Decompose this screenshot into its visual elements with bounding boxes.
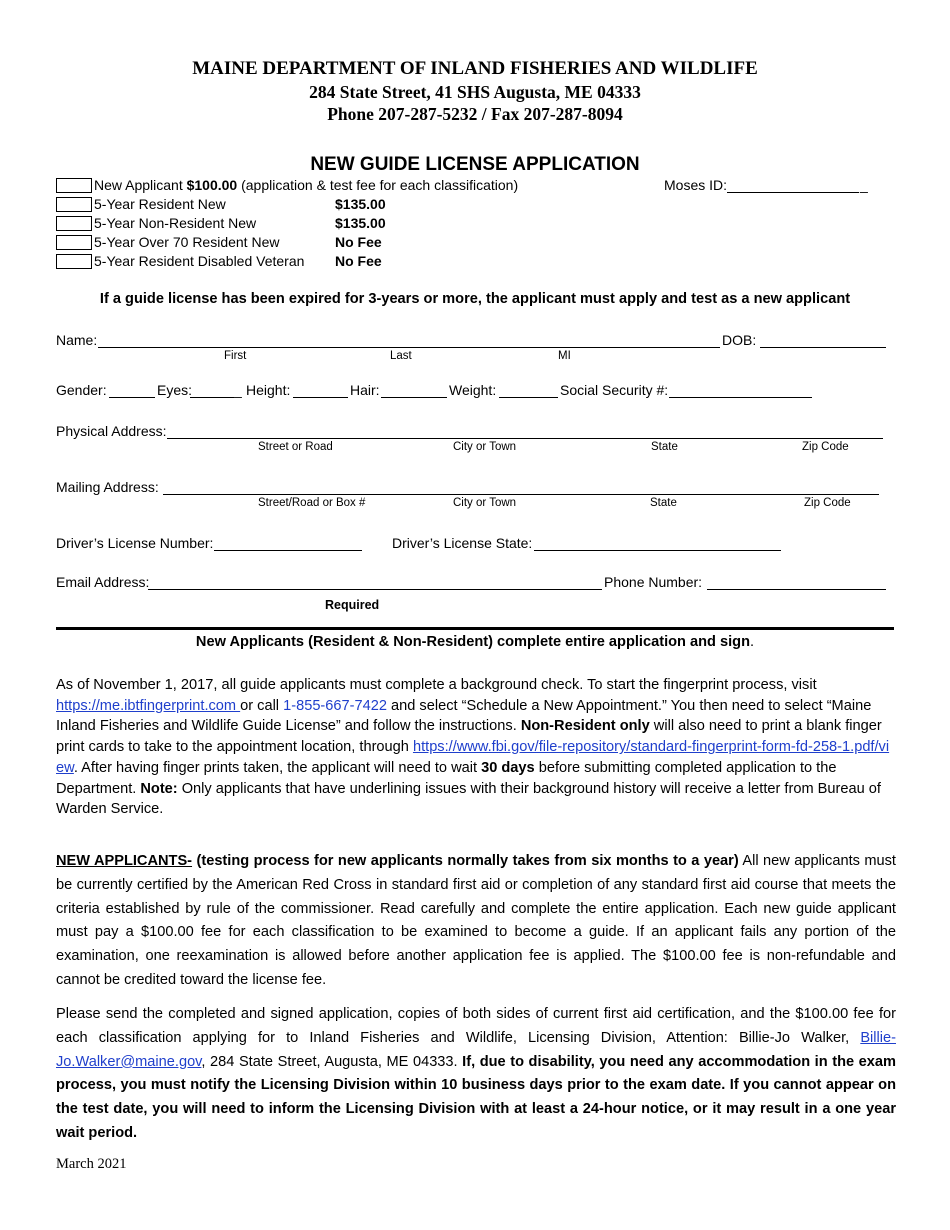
new-applicants-paragraph: NEW APPLICANTS- (testing process for new applicants normally takes from six months to a year) All new applicants must be currently certified by the American Red Cross in standard first aid or completion of any standard first aid course that meets the criteria established by rule of the commissioner. Read carefully and complete the entire application. Each new guide applicant must pay a $100.00 fee for each classification to be examined to become a guide. If an applicant fails any portion of the examination, one reexamination is allowed before another application fee is applied. The $100.00 fee is non-refundable and cannot be credited toward the license fee.: [56, 853, 896, 988]
checkbox-over-70-resident-new[interactable]: [56, 235, 92, 250]
phone-field[interactable]: [707, 589, 886, 590]
option-over-70-fee: No Fee: [335, 234, 382, 250]
gender-field[interactable]: [109, 397, 155, 398]
dl-state-label: Driver’s License State:: [392, 535, 533, 551]
dl-state-field[interactable]: [534, 550, 781, 551]
mailing-address-field[interactable]: [163, 494, 879, 495]
mailing-city-caption: City or Town: [453, 497, 517, 509]
department-phone: Phone 207-287-5232 / Fax 207-287-8094: [327, 104, 623, 124]
name-label: Name:: [56, 332, 98, 348]
eyes-suffix: _: [234, 382, 242, 398]
name-last-caption: Last: [390, 350, 412, 362]
email-field[interactable]: [148, 589, 602, 590]
mailing-street-caption: Street/Road or Box #: [258, 497, 366, 509]
email-link[interactable]: Billie-Jo.Walker@maine.gov: [56, 1029, 896, 1070]
fbi-form-link[interactable]: https://www.fbi.gov/file-repository/standard-fingerprint-form-fd-258-1.pdf/view: [56, 739, 890, 776]
checkbox-new-applicant[interactable]: [56, 178, 92, 193]
fingerprint-paragraph: As of November 1, 2017, all guide applicants must complete a background check. To start the fingerprint process, visit https://me.ibtfingerprint.com or call 1-855-667-7422 and select “Schedule a New Appointment.” You then need to select “Maine Inland Fisheries and Wildlife Guide License” and follow the instructions. Non-Resident only will also need to print a blank finger print cards to take to the appointment location, through https://www.fbi.gov/file-repository/standard-fingerprint-form-fd-258-1.pdf/view. After having finger prints taken, the applicant will need to wait 30 days before submitting completed application to the Department. Note: Only applicants that have underlining issues with their background history will receive a letter from Bureau of Warden Service.: [56, 677, 890, 818]
fingerprint-phone[interactable]: 1-855-667-7422: [283, 697, 387, 714]
physical-state-caption: State: [651, 441, 678, 453]
checkbox-resident-new[interactable]: [56, 197, 92, 212]
ssn-label: Social Security #:: [560, 382, 669, 398]
email-required-note: Required: [325, 598, 380, 612]
dob-label: DOB:: [722, 332, 757, 348]
department-title: MAINE DEPARTMENT OF INLAND FISHERIES AND WILDLIFE: [192, 58, 758, 79]
gender-label: Gender:: [56, 382, 107, 398]
option-disabled-veteran-label: 5-Year Resident Disabled Veteran: [94, 253, 305, 269]
name-first-caption: First: [224, 350, 247, 362]
hair-label: Hair:: [350, 382, 380, 398]
mailing-zip-caption: Zip Code: [804, 497, 851, 509]
weight-field[interactable]: [499, 397, 558, 398]
dob-field[interactable]: [760, 347, 886, 348]
height-label: Height:: [246, 382, 291, 398]
moses-id-suffix: _: [860, 177, 868, 193]
option-non-resident-new-fee: $135.00: [335, 215, 386, 231]
name-mi-caption: MI: [558, 350, 571, 362]
footer-date: March 2021: [56, 1156, 127, 1172]
hair-field[interactable]: [381, 397, 447, 398]
dl-number-field[interactable]: [214, 550, 362, 551]
mailing-address-label: Mailing Address:: [56, 479, 159, 495]
eyes-field[interactable]: [190, 397, 234, 398]
physical-address-label: Physical Address:: [56, 423, 167, 439]
option-disabled-veteran-fee: No Fee: [335, 253, 382, 269]
ssn-field[interactable]: [669, 397, 812, 398]
dl-number-label: Driver’s License Number:: [56, 535, 214, 551]
moses-id-label: Moses ID:: [664, 177, 728, 193]
phone-label: Phone Number:: [604, 574, 703, 590]
option-non-resident-new-label: 5-Year Non-Resident New: [94, 215, 257, 231]
option-over-70-label: 5-Year Over 70 Resident New: [94, 234, 280, 250]
weight-label: Weight:: [449, 382, 497, 398]
new-applicants-heading: New Applicants (Resident & Non-Resident) complete entire application and sign.: [195, 634, 755, 650]
physical-city-caption: City or Town: [453, 441, 517, 453]
option-resident-new-label: 5-Year Resident New: [94, 196, 226, 212]
height-field[interactable]: [293, 397, 348, 398]
checkbox-non-resident-new[interactable]: [56, 216, 92, 231]
eyes-label: Eyes:: [157, 382, 193, 398]
mailing-state-caption: State: [650, 497, 677, 509]
department-address: 284 State Street, 41 SHS Augusta, ME 04333: [309, 82, 641, 102]
checkbox-disabled-veteran[interactable]: [56, 254, 92, 269]
email-label: Email Address:: [56, 574, 150, 590]
physical-zip-caption: Zip Code: [802, 441, 849, 453]
fingerprint-link[interactable]: https://me.ibtfingerprint.com: [56, 697, 241, 714]
physical-address-field[interactable]: [167, 438, 883, 439]
expired-notice: If a guide license has been expired for 3-years or more, the applicant must apply and test as a new applicant: [99, 291, 851, 307]
name-field[interactable]: [98, 347, 720, 348]
option-new-applicant: New Applicant $100.00 (application & test fee for each classification): [94, 177, 519, 193]
send-paragraph: Please send the completed and signed application, copies of both sides of current first aid certification, and the $100.00 fee for each classification applying for to Inland Fisheries and Wildlife, Licensing Division, Attention: Billie-Jo Walker, Billie-Jo.Walker@maine.gov, 284 State Street, Augusta, ME 04333. If, due to disability, you need any accommodation in the exam process, you must notify the Licensing Division within 10 business days prior to the exam date. If you cannot appear on the test date, you will need to inform the Licensing Division with at least a 24-hour notice, or it may result in a one year wait period.: [56, 1006, 896, 1141]
section-divider: [56, 627, 894, 630]
form-title: NEW GUIDE LICENSE APPLICATION: [310, 154, 640, 175]
option-resident-new-fee: $135.00: [335, 196, 386, 212]
physical-street-caption: Street or Road: [258, 441, 333, 453]
moses-id-field[interactable]: [727, 192, 859, 193]
